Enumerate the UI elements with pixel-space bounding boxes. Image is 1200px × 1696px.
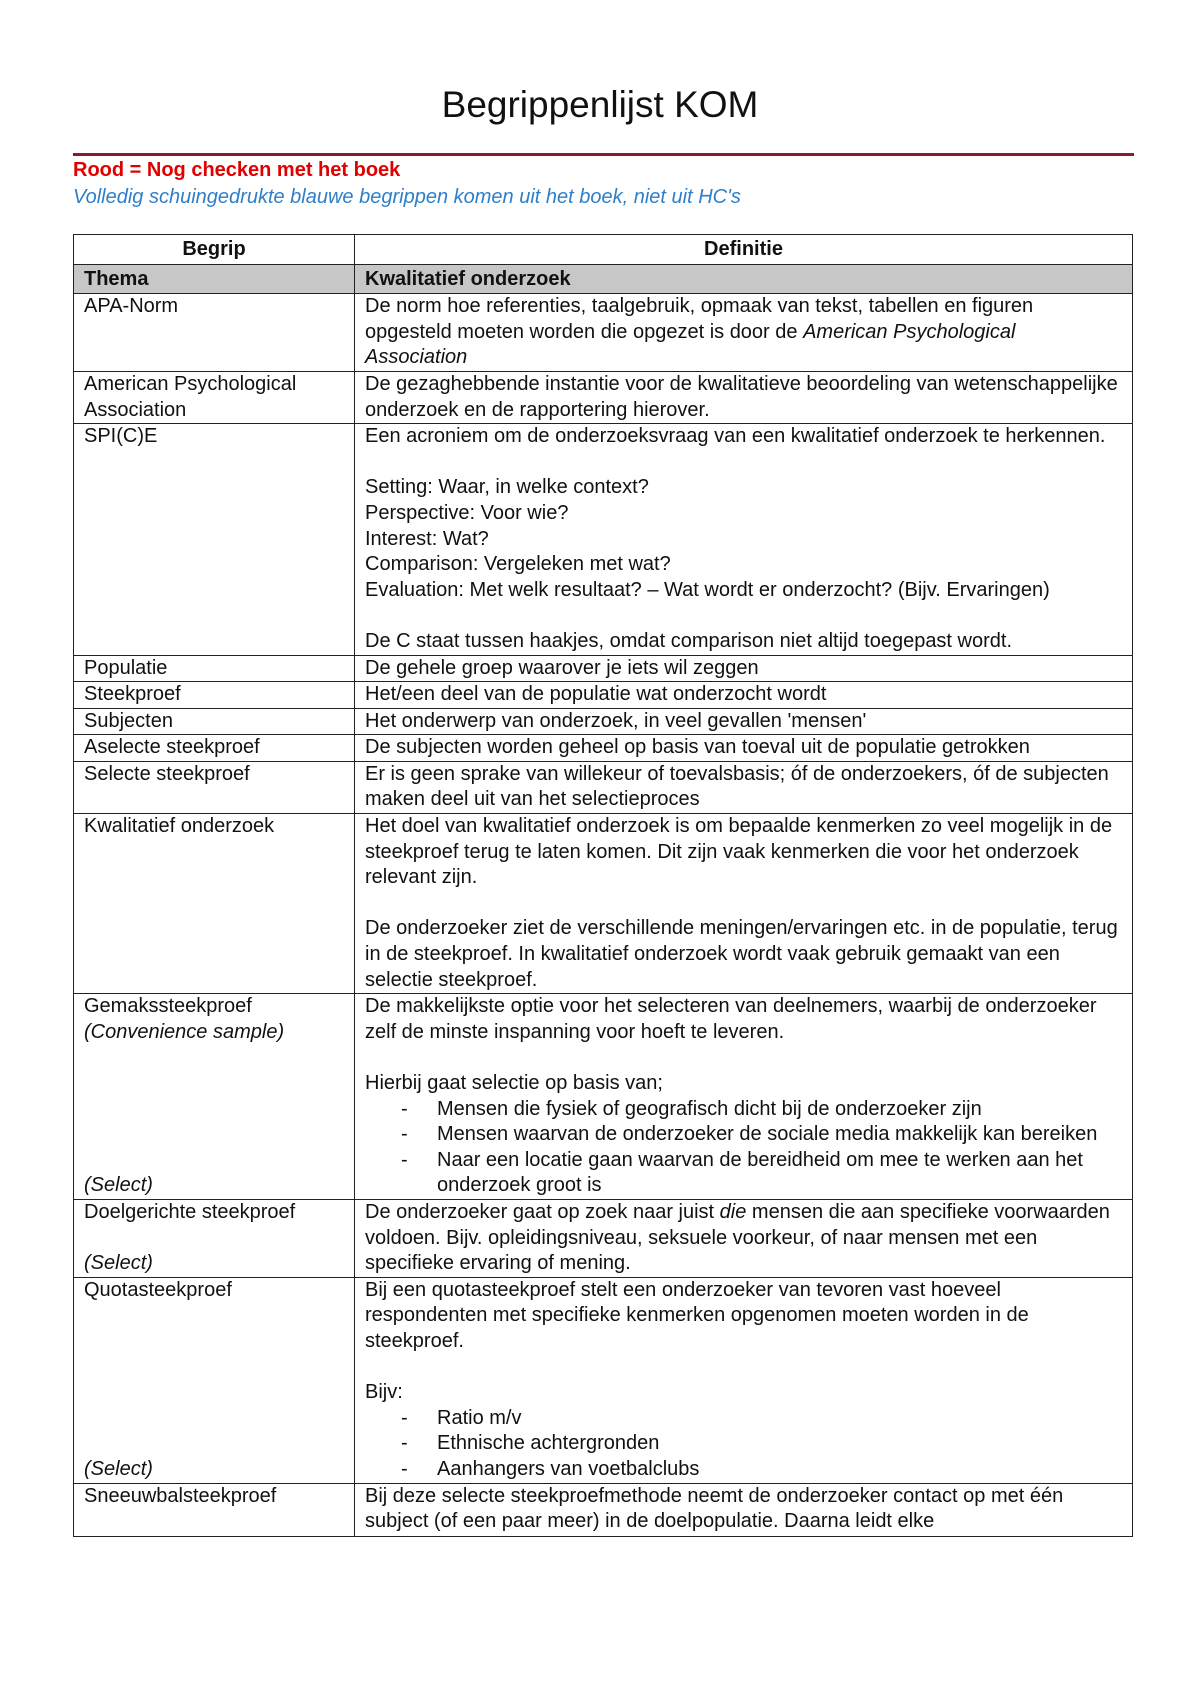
term-cell: Kwalitatief onderzoek — [74, 814, 355, 994]
term-cell: SPI(C)E — [74, 424, 355, 655]
term-cell — [74, 1277, 355, 1483]
definition-text: Bijv: — [365, 1381, 403, 1404]
term-cell — [74, 1199, 355, 1277]
term-text: Quotasteekproef — [84, 1278, 232, 1301]
table-row — [74, 294, 1133, 372]
spice-setting: Setting: Waar, in welke context? — [365, 476, 649, 499]
definition-cell: Bij deze selecte steekproefmethode neemt de onderzoeker contact op met één subject (of een paar meer) in de doelpopulatie. Daarna leidt elke — [355, 1483, 1133, 1536]
table-row — [74, 708, 1133, 735]
definition-cell: Het/een deel van de populatie wat onderzocht wordt — [355, 682, 1133, 709]
theme-label: Thema — [74, 264, 355, 294]
definition-cell: Er is geen sprake van willekeur of toevalsbasis; óf de onderzoekers, óf de subjecten maken deel uit van het selectieproces — [355, 761, 1133, 813]
definition-text: De onderzoeker ziet de verschillende meningen/ervaringen etc. in de populatie, terug in de steekproef. In kwalitatief onderzoek wordt vaak gebruik gemaakt van een selectie steekproef. — [365, 917, 1118, 991]
term-cell: Sneeuwbalsteekproef — [74, 1483, 355, 1536]
definition-cell — [355, 1277, 1133, 1483]
blue-legend-note: Volledig schuingedrukte blauwe begrippen komen uit het boek, niet uit HC's — [73, 186, 741, 208]
definition-text: Bij een quotasteekproef stelt een onderzoeker van tevoren vast hoeveel respondenten met specifieke kenmerken opgenomen moeten worden in de steekproef. — [365, 1278, 1029, 1352]
spice-perspective: Perspective: Voor wie? — [365, 501, 569, 524]
spice-interest: Interest: Wat? — [365, 527, 489, 550]
table-row — [74, 682, 1133, 709]
glossary-table — [73, 234, 1133, 1537]
definition-cell — [355, 424, 1133, 655]
table-row — [74, 994, 1133, 1200]
definition-text: Een acroniem om de onderzoeksvraag van een kwalitatief onderzoek te herkennen. — [365, 425, 1106, 448]
dash-list — [365, 1097, 1122, 1199]
table-row — [74, 1277, 1133, 1483]
table-row — [74, 761, 1133, 813]
term-cell: American Psychological Association — [74, 371, 355, 423]
definition-cell: De gezaghebbende instantie voor de kwalitatieve beoordeling van wetenschappelijke onderzoek en de rapportering hierover. — [355, 371, 1133, 423]
theme-row — [74, 264, 1133, 294]
term-text: Gemakssteekproef — [84, 995, 252, 1018]
term-cell: Steekproef — [74, 682, 355, 709]
table-row — [74, 814, 1133, 994]
list-item: - Mensen waarvan de onderzoeker de sociale media makkelijk kan bereiken — [401, 1122, 1122, 1148]
definition-text: mensen die aan specifieke voorwaarden voldoen. Bijv. opleidingsniveau, seksuele voorkeur, of naar mensen met een specifieke ervaring of mening. — [365, 1200, 1110, 1275]
definition-text: De onderzoeker gaat op zoek naar juist — [365, 1200, 720, 1223]
definition-cell — [355, 814, 1133, 994]
definition-cell: Het onderwerp van onderzoek, in veel gevallen 'mensen' — [355, 708, 1133, 735]
definition-cell: De gehele groep waarover je iets wil zeggen — [355, 655, 1133, 682]
red-legend-note: Rood = Nog checken met het boek — [73, 159, 401, 181]
term-cell: Subjecten — [74, 708, 355, 735]
definition-text: De norm hoe referenties, taalgebruik, opmaak van tekst, tabellen en figuren opgesteld moeten worden die opgezet is door de — [365, 295, 1034, 343]
term-cell — [74, 994, 355, 1200]
table-row — [74, 371, 1133, 423]
definition-text: Het doel van kwalitatief onderzoek is om bepaalde kenmerken zo veel mogelijk in de steekproef terug te laten komen. Dit zijn vaak kenmerken die voor het onderzoek relevant zijn. — [365, 815, 1113, 889]
term-text: Doelgerichte steekproef — [84, 1200, 296, 1223]
definition-text: Hierbij gaat selectie op basis van; — [365, 1072, 663, 1094]
header-definition: Definitie — [355, 235, 1133, 265]
definition-cell — [355, 1199, 1133, 1277]
dash-list — [365, 1406, 1122, 1483]
select-tag: (Select) — [84, 1252, 153, 1275]
definition-cell: De subjecten worden geheel op basis van toeval uit de populatie getrokken — [355, 735, 1133, 762]
select-tag: (Select) — [84, 1174, 153, 1197]
spice-comparison: Comparison: Vergeleken met wat? — [365, 553, 671, 576]
table-header-row — [74, 235, 1133, 265]
table-row — [74, 655, 1133, 682]
select-tag: (Select) — [84, 1457, 153, 1480]
table-row — [74, 424, 1133, 655]
term-cell: Selecte steekproef — [74, 761, 355, 813]
title-rule — [73, 153, 1134, 156]
list-item: - Ethnische achtergronden — [401, 1431, 1122, 1457]
term-cell: APA-Norm — [74, 294, 355, 372]
definition-cell — [355, 994, 1133, 1200]
list-item: - Mensen die fysiek of geografisch dicht bij de onderzoeker zijn — [401, 1097, 1122, 1123]
definition-italic: American Psychological Association — [365, 320, 1016, 369]
list-item: - Aanhangers van voetbalclubs — [401, 1457, 1122, 1483]
spice-evaluation: Evaluation: Met welk resultaat? – Wat wordt er onderzocht? (Bijv. Ervaringen) — [365, 578, 1050, 601]
definition-cell — [355, 294, 1133, 372]
spice-note: De C staat tussen haakjes, omdat comparison niet altijd toegepast wordt. — [365, 629, 1013, 652]
definition-text: De makkelijkste optie voor het selecteren van deelnemers, waarbij de onderzoeker zelf de minste inspanning voor hoeft te leveren. — [365, 995, 1097, 1043]
theme-value: Kwalitatief onderzoek — [355, 264, 1133, 294]
table-row — [74, 1483, 1133, 1536]
list-item: - Ratio m/v — [401, 1406, 1122, 1432]
document-title: Begrippenlijst KOM — [441, 84, 759, 125]
header-term: Begrip — [74, 235, 355, 265]
list-item: - Naar een locatie gaan waarvan de bereidheid om mee te werken aan het onderzoek groot is — [401, 1148, 1122, 1199]
term-cell: Aselecte steekproef — [74, 735, 355, 762]
table-row — [74, 1199, 1133, 1277]
term-subtitle: (Convenience sample) — [84, 1020, 285, 1043]
term-cell: Populatie — [74, 655, 355, 682]
definition-italic: die — [719, 1200, 747, 1223]
table-row — [74, 735, 1133, 762]
